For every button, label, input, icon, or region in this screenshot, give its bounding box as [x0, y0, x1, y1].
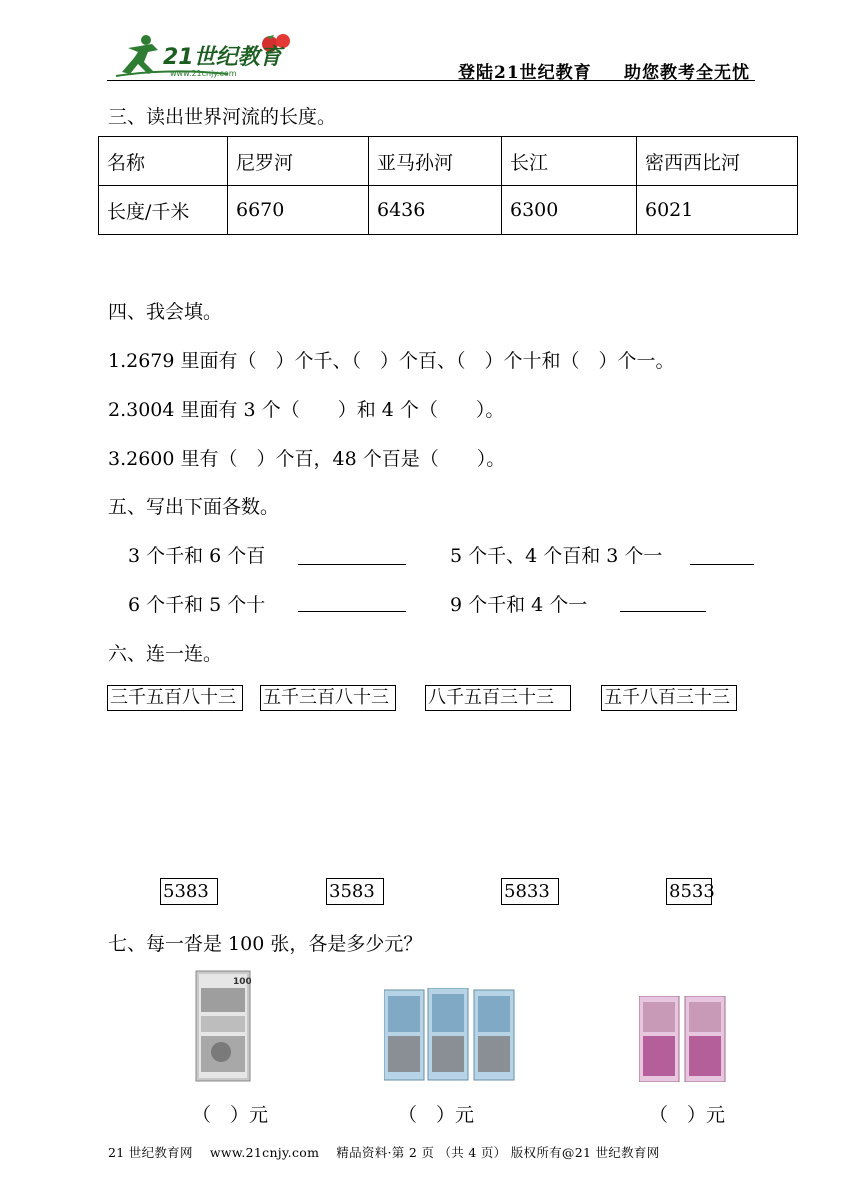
question-4-1: 1.2679 里面有（ ）个千、（ ）个百、（ ）个十和（ ）个一。	[108, 350, 675, 372]
table-cell: 长度/千米	[99, 186, 228, 235]
logo-url: www.21cnjy.com	[170, 69, 237, 78]
table-row	[99, 137, 798, 186]
section7-title: 七、每一沓是 100 张，各是多少元？	[108, 933, 423, 955]
table-cell: 6300	[502, 186, 637, 235]
banknote-bundle-pink-image	[639, 996, 727, 1086]
match-word-box[interactable]: 五千三百八十三	[260, 685, 396, 711]
write-number-item: 9 个千和 4 个一	[450, 594, 588, 616]
table-cell: 6436	[369, 186, 502, 235]
banknote-bundle-100-image	[195, 970, 251, 1086]
page-footer: 21 世纪教育网 www.21cnjy.com 精品资料·第 2 页 （共 4 页） 版权所有@21 世纪教育网	[108, 1145, 660, 1160]
match-number-box[interactable]: 5833	[501, 878, 559, 905]
table-cell: 尼罗河	[228, 137, 369, 186]
question-4-3: 3.2600 里有（ ）个百，48 个百是（ ）。	[108, 448, 506, 470]
banknote-value: 100	[233, 977, 251, 987]
match-number-box[interactable]: 8533	[666, 878, 712, 905]
section3-title: 三、读出世界河流的长度。	[108, 106, 337, 128]
answer-blank[interactable]	[690, 564, 754, 565]
table-cell: 长江	[502, 137, 637, 186]
answer-blank[interactable]	[298, 611, 406, 612]
banknote-bundle-blue-image	[384, 988, 518, 1086]
logo-text: 21世纪教育	[163, 45, 282, 70]
question-4-2: 2.3004 里面有 3 个（ ）和 4 个（ ）。	[108, 399, 505, 421]
write-number-item: 5 个千、4 个百和 3 个一	[450, 545, 663, 567]
header-divider	[107, 80, 755, 81]
table-row	[99, 186, 798, 235]
match-word-box[interactable]: 八千五百三十三	[425, 685, 571, 711]
match-number-box[interactable]: 5383	[160, 878, 218, 905]
header-slogan-1: 登陆21世纪教育	[458, 63, 592, 83]
table-cell: 亚马孙河	[369, 137, 502, 186]
answer-yuan[interactable]: （ ）元	[649, 1104, 726, 1126]
answer-yuan[interactable]: （ ）元	[398, 1104, 475, 1126]
answer-blank[interactable]	[620, 611, 706, 612]
table-cell: 6670	[228, 186, 369, 235]
header-slogan-2: 助您教考全无忧	[624, 63, 750, 83]
table-cell: 6021	[637, 186, 798, 235]
answer-blank[interactable]	[298, 564, 406, 565]
site-logo	[108, 30, 308, 80]
section4-title: 四、我会填。	[108, 301, 223, 323]
answer-yuan[interactable]: （ ）元	[192, 1104, 269, 1126]
section5-title: 五、写出下面各数。	[108, 496, 280, 518]
write-number-item: 3 个千和 6 个百	[128, 545, 266, 567]
match-number-box[interactable]: 3583	[326, 878, 384, 905]
match-word-box[interactable]: 三千五百八十三	[107, 685, 243, 711]
write-number-item: 6 个千和 5 个十	[128, 594, 266, 616]
match-word-box[interactable]: 五千八百三十三	[601, 685, 737, 711]
table-cell: 密西西比河	[637, 137, 798, 186]
table-cell: 名称	[99, 137, 228, 186]
river-length-table	[98, 136, 798, 235]
section6-title: 六、连一连。	[108, 643, 223, 665]
